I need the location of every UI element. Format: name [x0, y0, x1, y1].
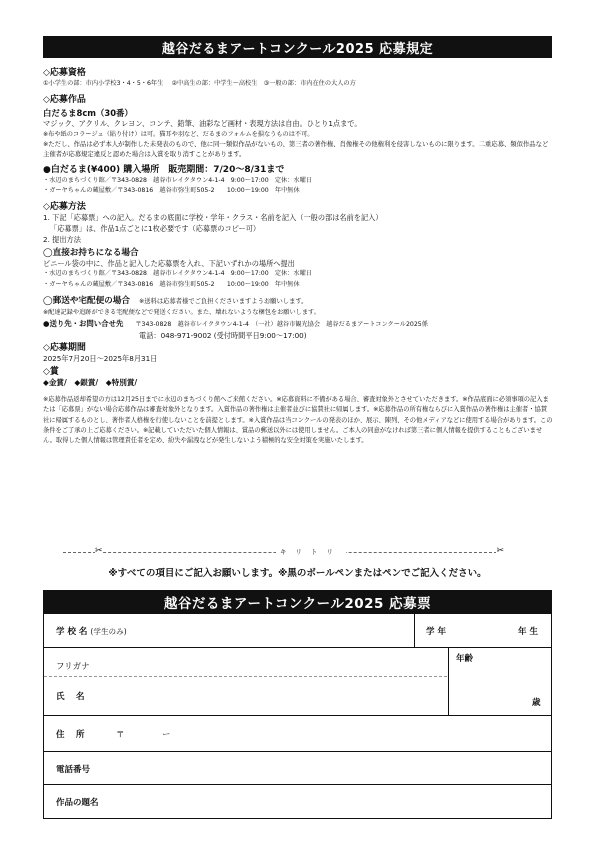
mail-line-1: ※配達記録や追跡ができる宅配便などで発送ください。また、壊れないような梱包をお願いします。	[43, 308, 320, 316]
rules-title: 越谷だるまアートコンクール2025 応募規定	[161, 41, 434, 57]
eligibility-line: ①小学生の部：市内小学校3・4・5・6年生 ②中高生の部：中学生～高校生 ③一般の部：市内在住の大人の方	[43, 80, 356, 87]
school-label-note: (学生のみ)	[90, 627, 127, 636]
direct-line-1: ・水辺のまちづくり館／〒343-0828 越谷市レイクタウン4-1-4 9:00～17:00 定休：水曜日	[43, 270, 312, 278]
direct-line-2: ・ガーヤちゃんの蔵屋敷／〒343-0816 越谷市弥生町505-2 10:00～19:00 年中無休	[43, 281, 300, 289]
entry-work-line-2: ※布や紙のコラージュ（貼り付け）は可。猫耳や羽など、だるまのフォルムを損なうものは不可。	[43, 130, 314, 138]
cut-line	[43, 546, 552, 558]
age-suffix: 歳	[532, 698, 541, 708]
grade-label: 学 年	[426, 627, 446, 637]
purchase-line-2: ・ガーヤちゃんの蔵屋敷／〒343-0816 越谷市弥生町505-2 10:00～19:00 年中無休	[43, 187, 300, 195]
method-line-3: 2. 提出方法	[43, 234, 81, 244]
mail-line-2	[43, 319, 555, 331]
scissors-icon: ✂	[496, 546, 504, 556]
phone-label: 電話番号	[56, 765, 91, 775]
contact-phone: 電話：048-971-9002 (受付時間平日9:00～17:00)	[139, 330, 307, 340]
age-label: 年齢	[456, 654, 474, 664]
postal-dash: ー	[162, 730, 171, 740]
cut-label: キリトリ	[276, 547, 346, 556]
method-heading: ◇応募方法	[43, 202, 86, 213]
prize-heading: ◇賞	[43, 367, 59, 378]
address-label: 住 所	[56, 730, 85, 740]
period-line: 2025年7月20日～2025年8月31日	[43, 354, 158, 364]
grade-suffix: 年 生	[518, 627, 538, 637]
school-label-text: 学 校 名	[56, 627, 88, 637]
rules-content	[43, 66, 555, 446]
method-line-2: 「応募票」は、作品1点ごとに1枚必要です（応募票のコピー可）	[50, 223, 261, 233]
scissors-icon: ✂	[95, 546, 103, 556]
method-line-1: 1. 下記「応募票」への記入。だるまの底面に学校・学年・クラス・名前を記入（一般の部は名前を記入）	[43, 213, 383, 223]
notes-paragraph: ※応募作品返却希望の方は12月25日までに水辺のまちづくり館へご来館ください。※応募資料に不備がある場合、審査対象外とさせていただきます。※作品底面に必須事項の記入または「応募票」がない場合応募作品は審査対象外となります。入賞作品の著作権は主催者並びに協賛社に帰属します。※応募作品の所有権ならびに入賞作品の著作権は主催者・協賛社に帰属するものとし、著作者人格権を行使しないことを前提とします。※入賞作品は当コンクールの発表のほか、展示、陳列、その他メディアなどに使用する場合があります。この条件をご了承の上ご応募ください。※記載していただいた個人情報は、賞品の郵送以外には使用しません。ご本人の同意がなければ第三者に個人情報を提供することもございません。取得した個人情報は管理責任者を定め、紛失や漏洩などが発生しないよう積極的な安全対策を実施いたします。	[43, 395, 553, 445]
entry-form	[43, 613, 552, 819]
rules-title-bar	[43, 36, 552, 58]
form-row-school[interactable]	[44, 614, 551, 648]
entry-work-sub: 白だるま8cm（30番）	[43, 107, 133, 118]
mail-heading	[43, 295, 555, 308]
purchase-heading: ●白だるま(¥400) 購入場所 販売期間：7/20～8/31まで	[43, 164, 285, 175]
form-title: 越谷だるまアートコンクール2025 応募票	[163, 595, 432, 612]
prize-list: ◆金賞/ ◆銀賞/ ◆特別賞/	[43, 378, 138, 388]
period-heading: ◇応募期間	[43, 343, 86, 354]
furigana-label: フリガナ	[56, 662, 90, 672]
purchase-line-1: ・水辺のまちづくり館／〒343-0828 越谷市レイクタウン4-1-4 9:00～17:00 定休：水曜日	[43, 176, 312, 184]
form-row-address[interactable]	[44, 716, 551, 752]
form-row-name[interactable]	[44, 648, 551, 716]
direct-line-0: ビニール袋の中に、作品と記入した応募票を入れ、下記いずれかの場所へ提出	[43, 258, 295, 268]
form-row-work-title[interactable]	[44, 785, 551, 818]
direct-heading: ◯直接お持ちになる場合	[43, 247, 139, 258]
fill-instruction: ※すべての項目にご記入お願いします。※黒のボールペンまたはペンでご記入ください。	[108, 568, 487, 579]
form-row-phone[interactable]	[44, 752, 551, 785]
entry-work-line-1: マジック、アクリル、クレヨン、コンテ、鉛筆、油彩など画材・表現方法は自由。ひとり1点まで。	[43, 118, 362, 128]
name-label: 氏 名	[56, 692, 85, 702]
eligibility-heading: ◇応募資格	[43, 68, 86, 78]
mail-heading-text: ◯郵送や宅配便の場合	[43, 295, 130, 306]
postal-mark: 〒	[116, 730, 125, 740]
entry-work-heading: ◇応募作品	[43, 94, 86, 105]
school-label	[56, 625, 127, 637]
form-title-bar	[43, 590, 552, 613]
contact-address: 〒343-0828 越谷市レイクタウン4-1-4 （一社）越谷市観光協会 越谷だるまアートコンクール2025係	[135, 320, 428, 328]
entry-work-line-3: ※ただし、作品は必ず本人が制作した未発表のもので、他に同一類似作品がないもの、第三者の著作権、肖像権その他権利を侵害しないものに限ります。二重応募、類似作品など主催者が応募規定違反と認めた場合は入賞を取り消すことがあります。	[43, 140, 549, 158]
mail-heading-note: ※送料は応募者様でご負担くださいますようお願いします。	[138, 297, 308, 305]
contact-label: ●送り先・お問い合せ先	[43, 318, 124, 328]
work-title-label: 作品の題名	[56, 798, 99, 808]
